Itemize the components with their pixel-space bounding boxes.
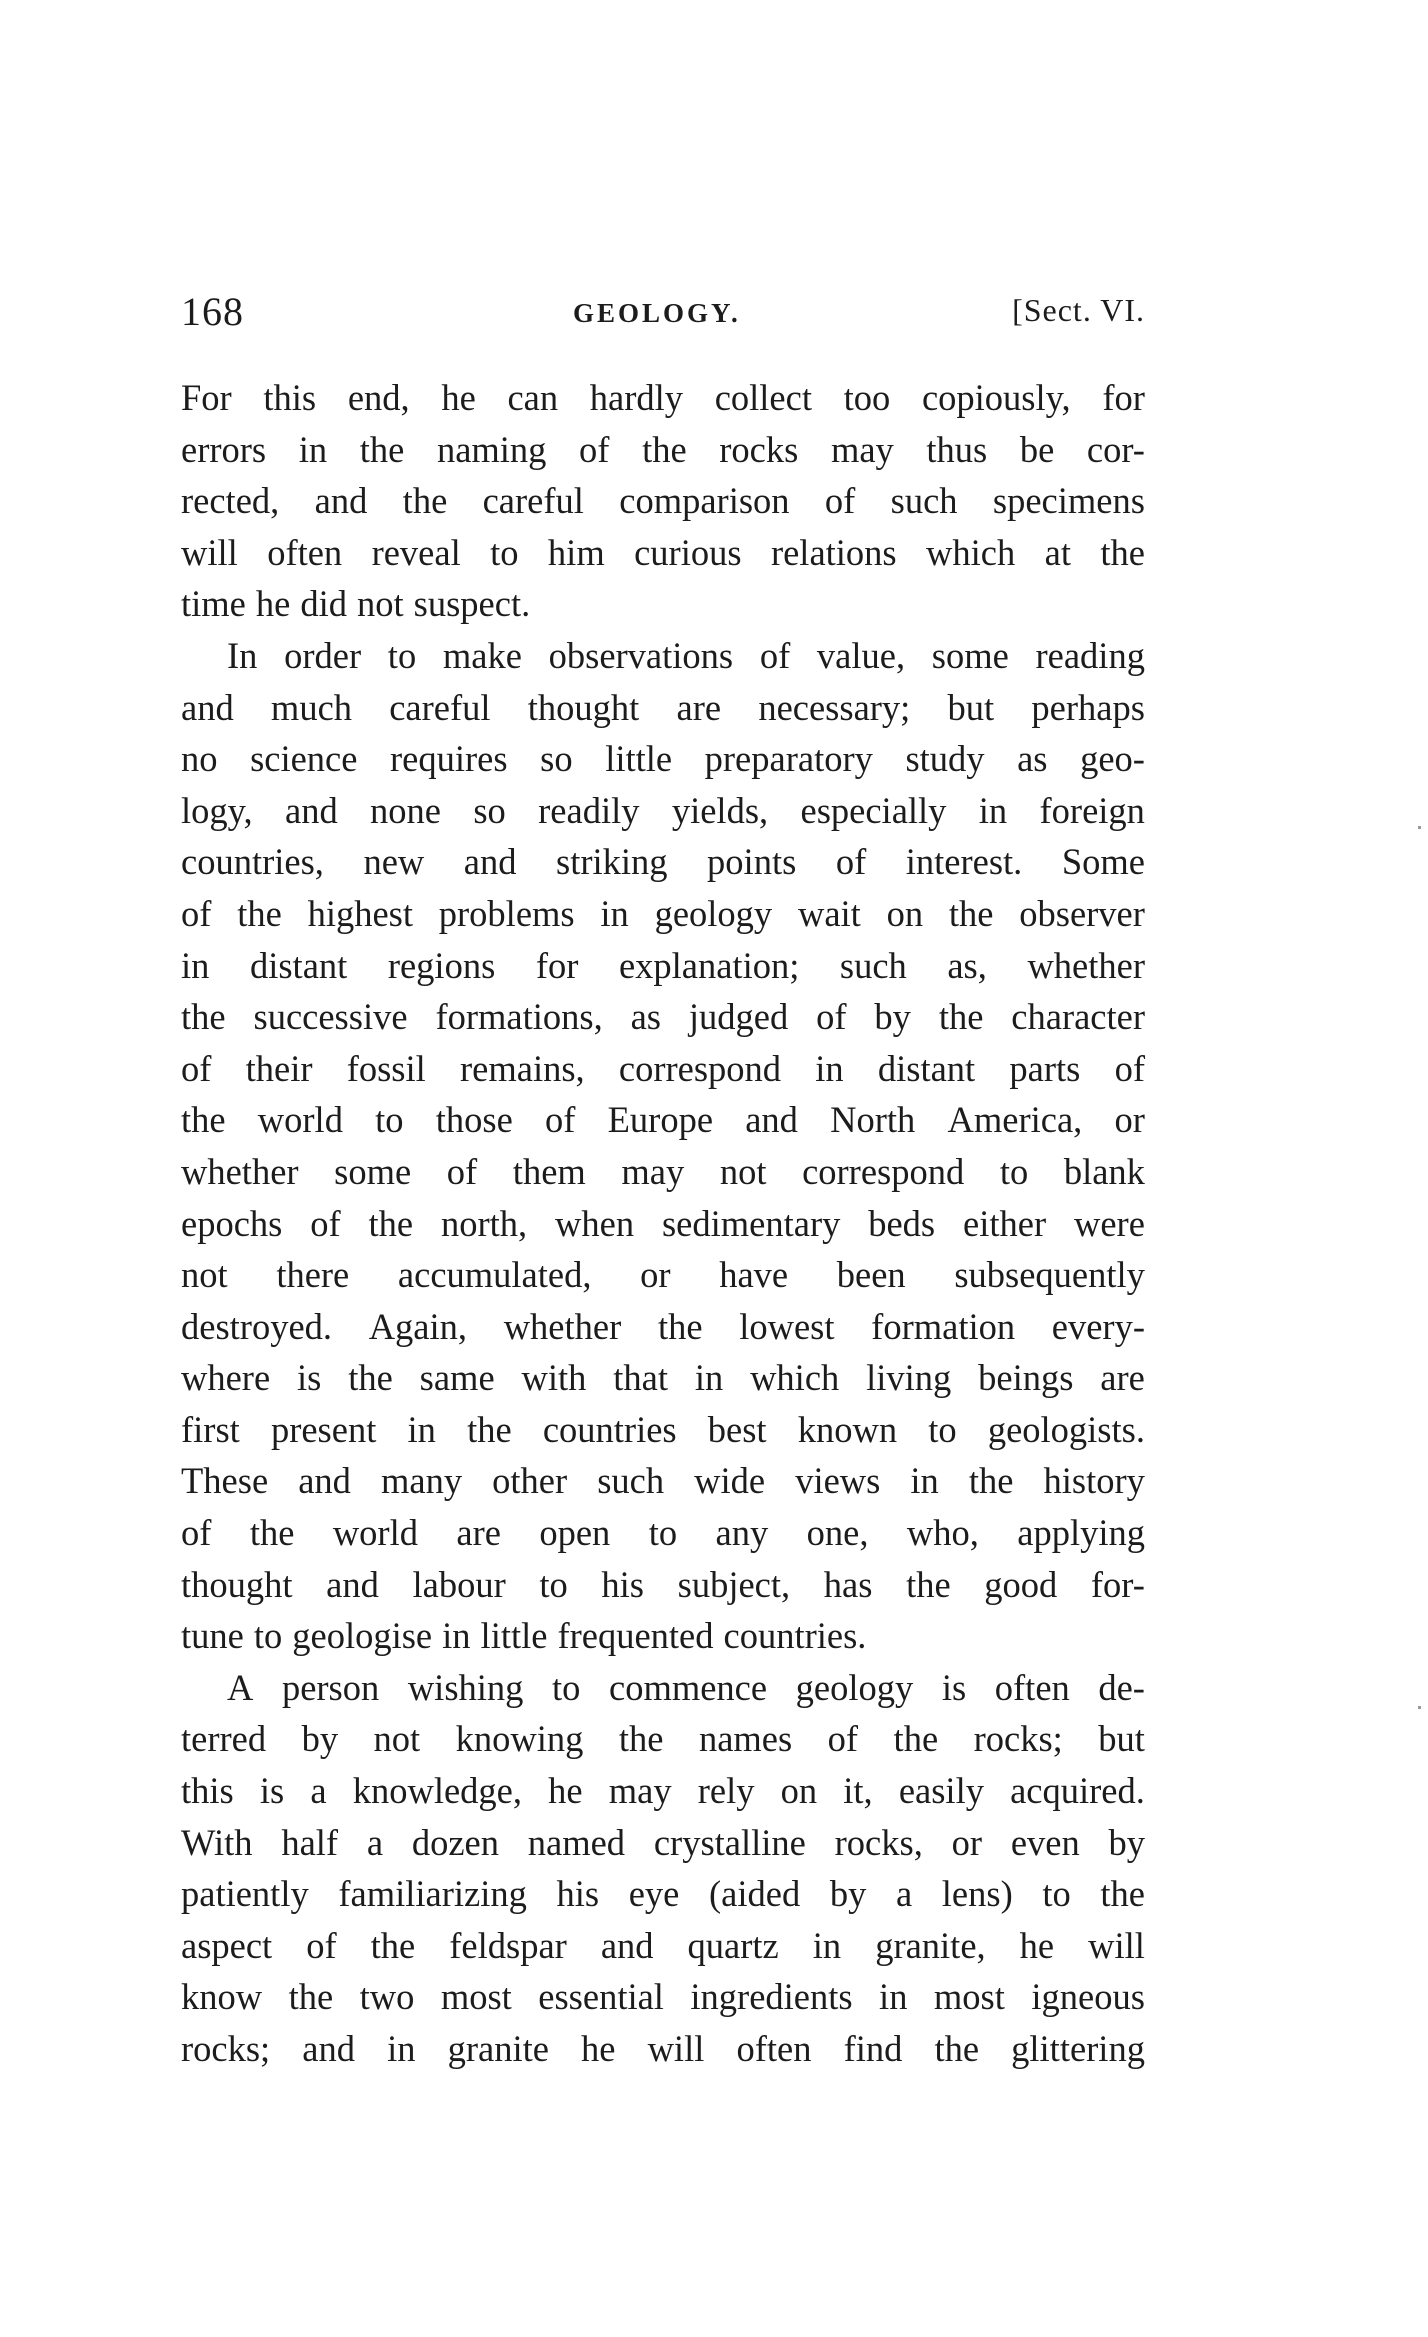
text-line: rected, and the careful comparison of such specimens <box>181 480 1145 522</box>
text-line: this is a knowledge, he may rely on it, easily acquired. <box>181 1770 1145 1812</box>
text-line: In order to make observations of value, some reading <box>227 634 1145 676</box>
text-line: logy, and none so readily yields, especially in foreign <box>181 789 1145 831</box>
text-line: These and many other such wide views in the history <box>181 1460 1145 1502</box>
text-line: will often reveal to him curious relations which at the <box>181 531 1145 573</box>
section-reference: [Sect. VI. <box>1012 292 1145 328</box>
text-line: the successive formations, as judged of by the character <box>181 996 1145 1038</box>
text-line: and much careful thought are necessary; but perhaps <box>181 686 1145 728</box>
text-line: whether some of them may not correspond to blank <box>181 1150 1145 1192</box>
text-line: rocks; and in granite he will often find the glittering <box>181 2028 1145 2069</box>
margin-speck <box>1418 1706 1421 1709</box>
margin-speck <box>1418 826 1421 829</box>
text-line: in distant regions for explanation; such as, whether <box>181 944 1145 986</box>
text-line: destroyed. Again, whether the lowest formation every- <box>181 1305 1145 1347</box>
text-line: know the two most essential ingredients in most igneous <box>181 1976 1145 2018</box>
text-line: With half a dozen named crystalline rocks, or even by <box>181 1821 1145 1863</box>
text-line: of their fossil remains, correspond in distant parts of <box>181 1047 1145 1089</box>
text-line: terred by not knowing the names of the rocks; but <box>181 1718 1145 1760</box>
page-number: 168 <box>181 289 244 334</box>
text-line: of the world are open to any one, who, applying <box>181 1512 1145 1554</box>
text-line: first present in the countries best known to geologists. <box>181 1408 1145 1450</box>
running-title: GEOLOGY. <box>573 298 741 328</box>
text-line: where is the same with that in which living beings are <box>181 1357 1145 1399</box>
body-text <box>181 372 1145 2075</box>
text-line: time he did not suspect. <box>181 583 531 625</box>
text-line: the world to those of Europe and North America, or <box>181 1099 1145 1141</box>
text-line: tune to geologise in little frequented countries. <box>181 1615 867 1657</box>
text-line: of the highest problems in geology wait on the observer <box>181 892 1145 934</box>
text-line: For this end, he can hardly collect too copiously, for <box>181 377 1145 418</box>
text-line: patiently familiarizing his eye (aided by a lens) to the <box>181 1873 1145 1915</box>
text-line: A person wishing to commence geology is often de- <box>227 1666 1145 1708</box>
text-line: not there accumulated, or have been subsequently <box>181 1254 1145 1296</box>
running-head <box>181 288 1145 338</box>
text-line: thought and labour to his subject, has the good for- <box>181 1563 1145 1605</box>
text-line: aspect of the feldspar and quartz in granite, he will <box>181 1924 1145 1966</box>
text-line: no science requires so little preparatory study as geo- <box>181 738 1145 780</box>
text-line: countries, new and striking points of interest. Some <box>181 841 1145 883</box>
text-line: epochs of the north, when sedimentary beds either were <box>181 1202 1145 1244</box>
text-line: errors in the naming of the rocks may thus be cor- <box>181 428 1145 470</box>
